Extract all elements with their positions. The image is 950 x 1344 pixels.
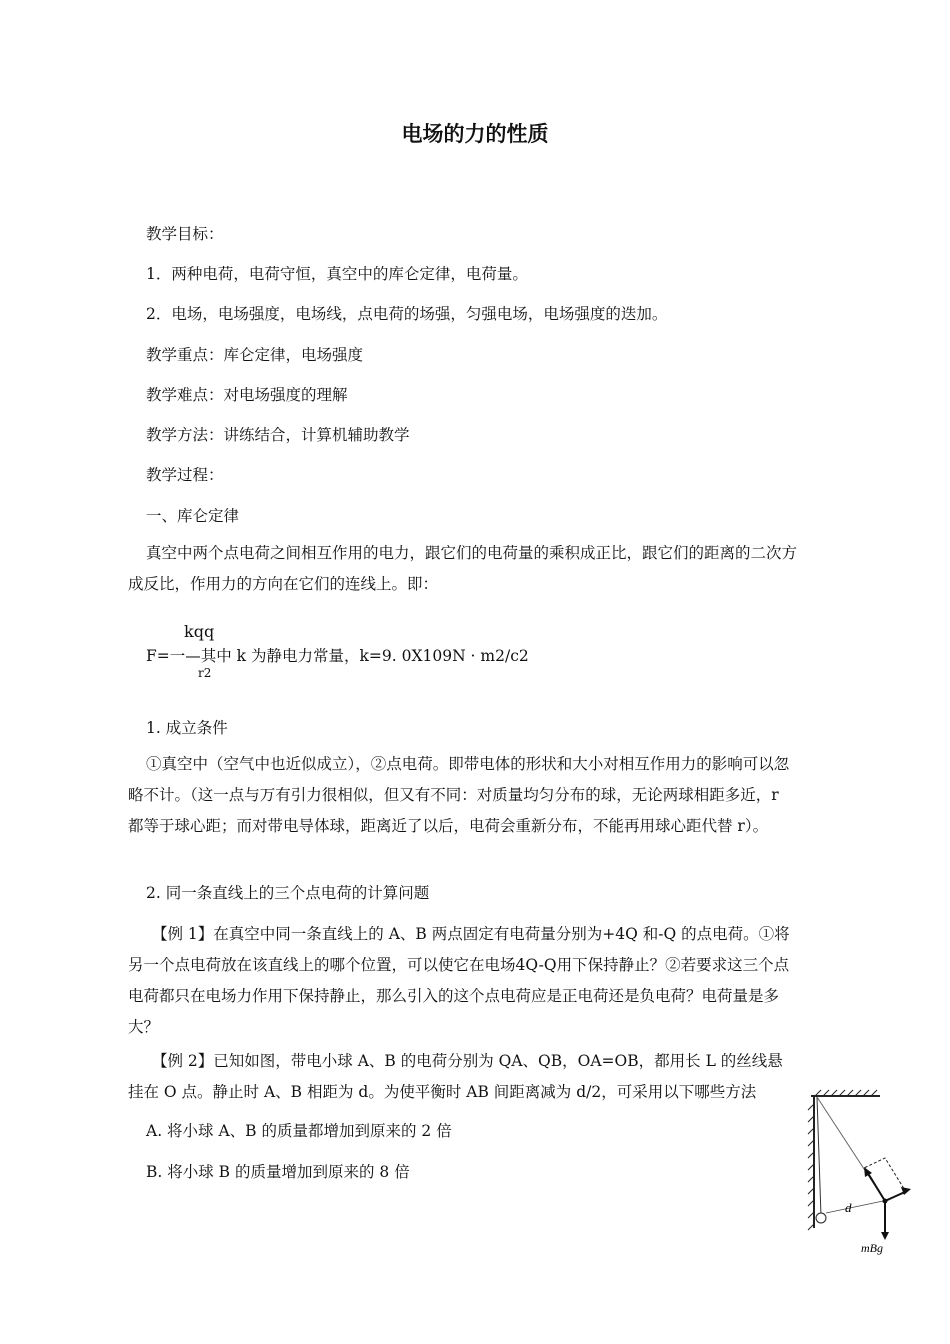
difficulty: 教学难点：对电场强度的理解 (146, 386, 348, 404)
coulomb-formula (146, 622, 646, 686)
distance-line (826, 1201, 883, 1213)
distance-label: d (845, 1200, 852, 1215)
goal-item-1: 1．两种电荷，电荷守恒，真空中的库仑定律，电荷量。 (146, 265, 528, 283)
formula-denominator: r2 (198, 666, 212, 680)
formula-main: F=一—其中 k 为静电力常量，k=9. 0X109N · m2/c2 (146, 647, 529, 665)
three-charges-heading: 2. 同一条直线上的三个点电荷的计算问题 (146, 884, 430, 902)
option-b: B. 将小球 B 的质量增加到原来的 8 倍 (146, 1163, 410, 1181)
gravity-arrowhead (881, 1232, 889, 1240)
pendulum-diagram (795, 1088, 925, 1258)
option-a: A. 将小球 A、B 的质量都增加到原来的 2 倍 (146, 1122, 452, 1140)
goal-heading: 教学目标： (146, 225, 224, 243)
formula-numerator: kqq (184, 622, 215, 641)
goal-item-2: 2．电场，电场强度，电场线，点电荷的场强，匀强电场，电场强度的迭加。 (146, 305, 668, 323)
ball-b (883, 1199, 888, 1204)
gravity-label: mBg (861, 1241, 883, 1255)
condition-heading: 1. 成立条件 (146, 719, 228, 737)
teaching-method: 教学方法：讲练结合，计算机辅助教学 (146, 426, 410, 444)
ball-a (816, 1213, 826, 1223)
condition-paragraph: ①真空中（空气中也近似成立），②点电荷。即带电体的形状和大小对相互作用力的影响可以忽略不计。（这一点与万有引力很相似，但又有不同：对质量均匀分布的球，无论两球相距多近，r 都等于球心距；而对带电导体球，距离近了以后，电荷会重新分布，不能再用球心距代替 r）。 (128, 755, 790, 835)
law-paragraph: 真空中两个点电荷之间相互作用的电力，跟它们的电荷量的乘积成正比，跟它们的距离的二次方成反比，作用力的方向在它们的连线上。即： (128, 544, 798, 593)
teaching-process: 教学过程： (146, 466, 224, 484)
thread-a (817, 1097, 821, 1216)
page-title: 电场的力的性质 (401, 122, 549, 146)
key-point: 教学重点：库仑定律，电场强度 (146, 346, 364, 364)
example-1: 【例 1】在真空中同一条直线上的 A、B 两点固定有电荷量分别为+4Q 和-Q 的点电荷。①将另一个点电荷放在该直线上的哪个位置，可以使它在电场4Q-Q用下保持静止？②若要求这三个点电荷都只在电场力作用下保持静止，那么引入的这个点电荷应是正电荷还是负电荷？电荷量是多大？ (128, 925, 790, 1036)
section-heading-coulomb: 一、库仑定律 (146, 507, 240, 525)
example-2: 【例 2】已知如图，带电小球 A、B 的电荷分别为 QA、QB，OA=OB，都用长 L 的丝线悬挂在 O 点。静止时 A、B 相距为 d。为使平衡时 AB 间距离减为 d/2，可采用以下哪些方法 (128, 1052, 783, 1101)
